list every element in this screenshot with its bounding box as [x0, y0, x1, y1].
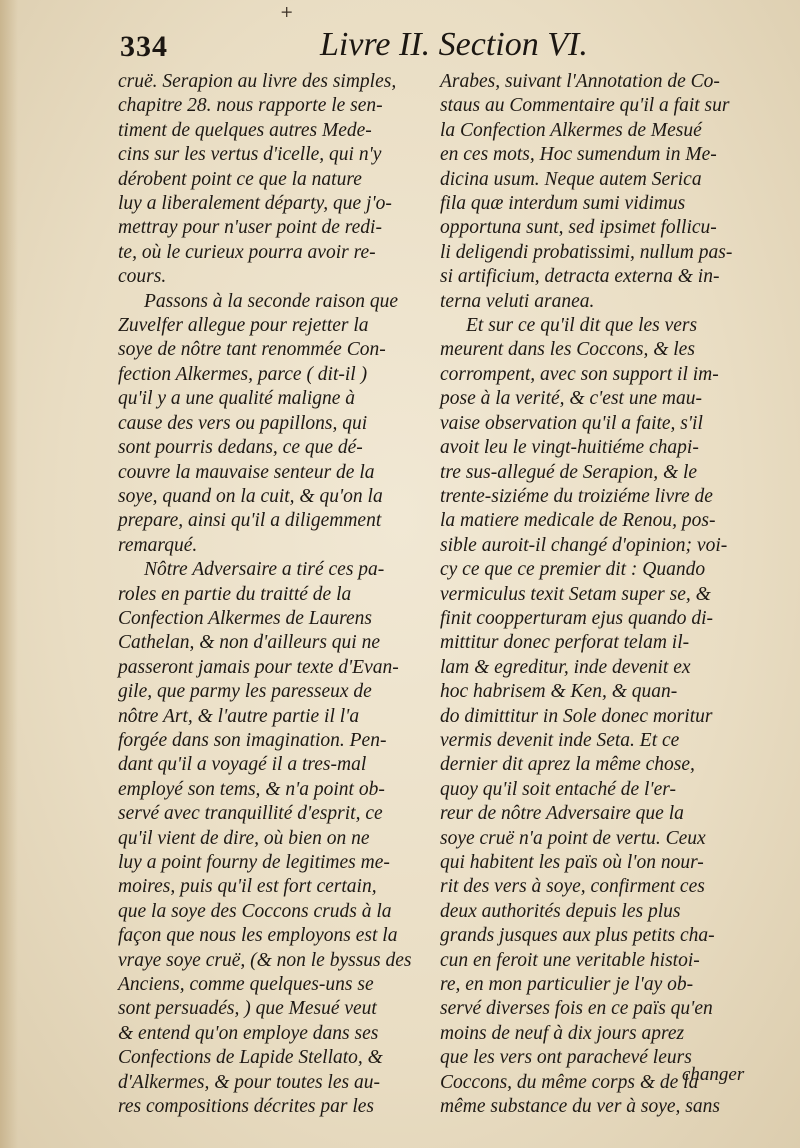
- text-line: luy a liberalement départy, que j'o-: [118, 193, 392, 215]
- text-line: meurent dans les Coccons, & les: [440, 339, 695, 361]
- text-line: façon que nous les employons est la: [118, 925, 398, 947]
- text-line: que les vers ont parachevé leurs: [440, 1047, 692, 1069]
- text-line: dérobent point ce que la nature: [118, 168, 362, 190]
- text-line: moins de neuf à dix jours aprez: [440, 1022, 685, 1044]
- text-line: hoc habrisem & Ken, & quan-: [440, 681, 678, 703]
- text-line: fila quæ interdum sumi vidimus: [440, 193, 686, 215]
- catchword: changer: [682, 1064, 745, 1085]
- text-line: Confections de Lapide Stellato, &: [118, 1047, 383, 1069]
- text-line: staus au Commentaire qu'il a fait sur: [440, 95, 730, 117]
- text-line: si artificium, detracta externa & in-: [440, 266, 720, 288]
- page-number: 334: [120, 30, 168, 63]
- text-line: vaise observation qu'il a faite, s'il: [440, 412, 703, 434]
- text-line: opportuna sunt, sed ipsimet follicu-: [440, 217, 717, 239]
- text-line: Zuvelfer allegue pour rejetter la: [118, 315, 369, 337]
- text-line: vermiculus texit Setam super se, &: [440, 583, 711, 605]
- text-line: vermis devenit inde Seta. Et ce: [440, 729, 680, 751]
- text-line: la Confection Alkermes de Mesué: [440, 119, 702, 141]
- left-text-column: [118, 70, 430, 1119]
- text-line: terna veluti aranea.: [440, 290, 595, 312]
- text-line: sont persuadés, ) que Mesué veut: [118, 998, 377, 1020]
- text-line: deux authorités depuis les plus: [440, 900, 681, 922]
- text-line: Cathelan, & non d'ailleurs qui ne: [118, 632, 380, 654]
- text-line: dernier dit aprez la même chose,: [440, 754, 695, 776]
- text-line: vraye soye cruë, (& non le byssus des: [118, 949, 412, 971]
- text-line: que la soye des Coccons cruds à la: [118, 900, 392, 922]
- text-line: res compositions décrites par les: [118, 1096, 375, 1118]
- text-line: servé avec tranquillité d'esprit, ce: [118, 803, 383, 825]
- running-title: Livre II. Section VI.: [320, 26, 588, 63]
- text-line: qui habitent les païs où l'on nour-: [440, 852, 704, 873]
- text-line: do dimittitur in Sole donec moritur: [440, 705, 713, 727]
- text-line: re, en mon particulier je l'ay ob-: [440, 974, 694, 996]
- text-line: même substance du ver à soye, sans: [440, 1096, 720, 1118]
- text-line: corrompent, avec son support il im-: [440, 363, 719, 385]
- text-line: cours.: [118, 266, 167, 288]
- text-line: la matiere medicale de Renou, pos-: [440, 510, 716, 532]
- text-line: remarqué.: [118, 534, 198, 556]
- text-line: quoy qu'il soit entaché de l'er-: [440, 778, 676, 800]
- text-line: dant qu'il a voyagé il a tres-mal: [118, 754, 367, 776]
- text-line: gile, que parmy les paresseux de: [118, 681, 372, 703]
- text-line: Nôtre Adversaire a tiré ces pa-: [144, 559, 385, 581]
- text-line: Confection Alkermes de Laurens: [118, 607, 373, 629]
- text-line: cause des vers ou papillons, qui: [118, 412, 368, 434]
- text-line: dicina usum. Neque autem Serica: [440, 168, 702, 190]
- right-text-column: [440, 70, 758, 1119]
- text-line: Anciens, comme quelques-uns se: [118, 974, 374, 996]
- text-line: qu'il vient de dire, où bien on ne: [118, 827, 370, 849]
- text-line: d'Alkermes, & pour toutes les au-: [118, 1071, 380, 1093]
- text-line: en ces mots, Hoc sumendum in Me-: [440, 144, 717, 166]
- text-line: tre sus-allegué de Serapion, & le: [440, 461, 698, 483]
- text-line: trente-siziéme du troiziéme livre de: [440, 485, 713, 507]
- text-line: grands jusques aux plus petits cha-: [440, 925, 715, 947]
- page-gutter-shadow: [0, 0, 18, 1148]
- text-line: sont pourris dedans, ce que dé-: [118, 437, 363, 459]
- text-line: rit des vers à soye, confirment ces: [440, 876, 705, 898]
- text-line: mettray pour n'user point de redi-: [118, 217, 382, 239]
- text-line: servé diverses fois en ce païs qu'en: [440, 998, 713, 1020]
- text-line: pose à la verité, & c'est une mau-: [440, 388, 702, 410]
- text-line: fection Alkermes, parce ( dit-il ): [118, 363, 368, 385]
- text-line: & entend qu'on employe dans ses: [118, 1022, 379, 1044]
- text-line: te, où le curieux pourra avoir re-: [118, 241, 376, 263]
- text-line: nôtre Art, & l'autre partie il l'a: [118, 705, 360, 727]
- text-line: Coccons, du même corps & de la: [440, 1071, 699, 1093]
- text-line: moires, puis qu'il est fort certain,: [118, 876, 377, 898]
- text-line: Passons à la seconde raison que: [144, 290, 399, 312]
- text-line: roles en partie du traitté de la: [118, 583, 352, 605]
- text-line: soye de nôtre tant renommée Con-: [118, 339, 386, 361]
- text-line: couvre la mauvaise senteur de la: [118, 461, 375, 483]
- text-line: qu'il y a une qualité maligne à: [118, 388, 356, 410]
- text-line: li deligendi probatissimi, nullum pas-: [440, 241, 733, 263]
- text-line: luy a point fourny de legitimes me-: [118, 852, 390, 873]
- text-line: Arabes, suivant l'Annotation de Co-: [440, 71, 720, 92]
- text-line: soye, quand on la cuit, & qu'on la: [118, 485, 383, 507]
- text-line: cun en feroit une veritable histoi-: [440, 949, 700, 971]
- text-line: cy ce que ce premier dit : Quando: [440, 559, 706, 581]
- text-line: lam & egreditur, inde devenit ex: [440, 656, 691, 678]
- text-line: prepare, ainsi qu'il a diligemment: [118, 510, 382, 532]
- text-line: chapitre 28. nous rapporte le sen-: [118, 95, 383, 117]
- text-line: mittitur donec perforat telam il-: [440, 632, 690, 654]
- text-line: cruë. Serapion au livre des simples,: [118, 71, 397, 92]
- text-line: finit coopperturam ejus quando di-: [440, 607, 713, 629]
- page-header: [120, 26, 640, 70]
- text-line: employé son tems, & n'a point ob-: [118, 778, 385, 800]
- text-line: avoit leu le vingt-huitiéme chapi-: [440, 437, 699, 459]
- text-line: reur de nôtre Adversaire que la: [440, 803, 684, 825]
- text-line: passeront jamais pour texte d'Evan-: [118, 656, 399, 678]
- text-line: timent de quelques autres Mede-: [118, 119, 372, 141]
- printer-ornament: +: [280, 2, 294, 21]
- text-line: Et sur ce qu'il dit que les vers: [466, 315, 698, 337]
- text-line: sible auroit-il changé d'opinion; voi-: [440, 534, 728, 556]
- text-line: forgée dans son imagination. Pen-: [118, 729, 387, 751]
- text-line: cins sur les vertus d'icelle, qui n'y: [118, 144, 382, 166]
- text-line: soye cruë n'a point de vertu. Ceux: [440, 827, 706, 849]
